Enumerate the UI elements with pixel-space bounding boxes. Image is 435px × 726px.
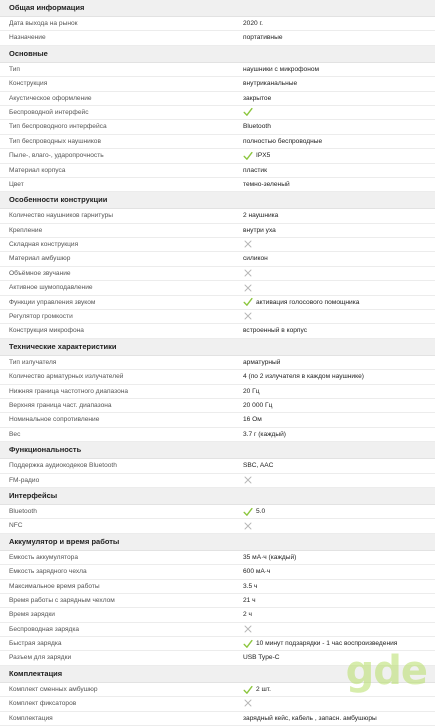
- spec-name: Конструкция: [9, 80, 48, 88]
- spec-name: Беспроводной интерфейс: [9, 108, 89, 116]
- spec-value-text: силикон: [243, 255, 268, 263]
- spec-row: [0, 580, 435, 594]
- spec-value-text: активация голосового помощника: [256, 298, 360, 306]
- spec-name: Тип беспроводного интерфейса: [9, 123, 107, 131]
- cross-icon: [243, 311, 253, 321]
- spec-name: Bluetooth: [9, 507, 37, 515]
- spec-row: [0, 63, 435, 77]
- spec-value: [243, 310, 256, 323]
- spec-value-text: 3.7 г (каждый): [243, 430, 287, 438]
- spec-value: [243, 296, 359, 310]
- spec-row: [0, 551, 435, 565]
- spec-value: [243, 551, 296, 565]
- spec-name: Тип беспроводных наушников: [9, 137, 101, 145]
- spec-name: Активное шумоподавление: [9, 284, 93, 292]
- spec-name: Количество арматурных излучателей: [9, 373, 124, 381]
- spec-row: [0, 224, 435, 238]
- spec-name: Нижняя граница частотного диапазона: [9, 387, 129, 395]
- spec-value-text: Bluetooth: [243, 123, 271, 131]
- spec-value: [243, 281, 256, 294]
- spec-row: [0, 267, 435, 281]
- spec-value-text: SBC, AAC: [243, 462, 274, 470]
- spec-value-text: портативные: [243, 34, 283, 42]
- spec-name: Разъем для зарядки: [9, 654, 72, 662]
- spec-value-text: IPX5: [256, 152, 271, 160]
- spec-row: [0, 92, 435, 106]
- spec-name: Верхняя граница част. диапазона: [9, 401, 112, 409]
- spec-row: [0, 356, 435, 370]
- spec-name: Вес: [9, 430, 21, 438]
- spec-name: Комплект сменных амбушюр: [9, 685, 98, 693]
- spec-name: Беспроводная зарядка: [9, 625, 80, 633]
- spec-value: [243, 120, 271, 134]
- spec-value-text: зарядный кейс, кабель , запасн. амбушюры: [243, 714, 377, 722]
- check-icon: [243, 685, 253, 695]
- spec-name: Комплектация: [9, 714, 53, 722]
- spec-value-text: 21 ч: [243, 596, 256, 604]
- spec-value: [243, 17, 263, 31]
- spec-value-text: USB Type-C: [243, 654, 280, 662]
- spec-value-text: 5.0: [256, 507, 266, 515]
- spec-value: [243, 238, 256, 251]
- section-header: Особенности конструкции: [0, 192, 435, 209]
- section-header: Технические характеристики: [0, 339, 435, 356]
- spec-row: [0, 413, 435, 427]
- spec-row: [0, 474, 435, 488]
- spec-value: [243, 178, 290, 192]
- spec-value-text: 3.5 ч: [243, 582, 258, 590]
- spec-row: [0, 209, 435, 223]
- spec-name: Время зарядки: [9, 611, 55, 619]
- spec-row: [0, 697, 435, 711]
- check-icon: [243, 297, 253, 307]
- spec-row: [0, 135, 435, 149]
- spec-value: [243, 651, 280, 665]
- spec-value: [243, 92, 271, 106]
- spec-row: [0, 164, 435, 178]
- spec-row: [0, 505, 435, 519]
- spec-value: [243, 324, 307, 338]
- spec-name: Материал корпуса: [9, 166, 66, 174]
- spec-row: [0, 281, 435, 295]
- spec-value: [243, 31, 282, 45]
- spec-name: Акустическое оформление: [9, 94, 92, 102]
- spec-name: FM-радио: [9, 476, 40, 484]
- spec-value-text: 20 000 Гц: [243, 401, 273, 409]
- section-header: Общая информация: [0, 0, 435, 17]
- spec-row: [0, 77, 435, 91]
- cross-icon: [243, 624, 253, 634]
- section-header: Интерфейсы: [0, 488, 435, 505]
- spec-value: [243, 209, 278, 223]
- spec-row: [0, 120, 435, 134]
- cross-icon: [243, 475, 253, 485]
- spec-value: [243, 608, 252, 622]
- spec-name: NFC: [9, 522, 23, 530]
- spec-value-text: наушники с микрофоном: [243, 65, 320, 73]
- spec-row: [0, 370, 435, 384]
- spec-value: [243, 580, 257, 594]
- spec-name: Дата выхода на рынок: [9, 20, 78, 27]
- spec-value: [243, 428, 286, 442]
- cross-icon: [243, 283, 253, 293]
- spec-value-text: 16 Ом: [243, 416, 262, 424]
- spec-value: [243, 77, 297, 91]
- spec-value: [243, 252, 268, 266]
- cross-icon: [243, 239, 253, 249]
- spec-value-text: внутри уха: [243, 226, 276, 234]
- spec-value-text: 2020 г.: [243, 20, 263, 27]
- spec-value: [243, 135, 322, 149]
- section-header: Комплектация: [0, 666, 435, 683]
- check-icon: [243, 639, 253, 649]
- spec-name: Материал амбушюр: [9, 255, 71, 263]
- cross-icon: [243, 268, 253, 278]
- spec-row: [0, 594, 435, 608]
- spec-name: Время работы с зарядным чехлом: [9, 596, 115, 604]
- spec-row: [0, 310, 435, 324]
- spec-row: [0, 399, 435, 413]
- spec-value-text: закрытое: [243, 94, 272, 102]
- spec-name: Крепление: [9, 226, 43, 234]
- spec-value-text: темно-зеленый: [243, 180, 290, 188]
- spec-row: [0, 106, 435, 120]
- spec-name: Функции управления звуком: [9, 298, 96, 306]
- spec-name: Быстрая зарядка: [9, 640, 62, 648]
- spec-value: [243, 356, 280, 370]
- spec-row: [0, 608, 435, 622]
- spec-row: [0, 178, 435, 192]
- spec-name: Комплект фиксаторов: [9, 700, 77, 708]
- check-icon: [243, 507, 253, 517]
- spec-row: [0, 296, 435, 310]
- spec-value: [243, 370, 364, 384]
- section-header: Аккумулятор и время работы: [0, 534, 435, 551]
- spec-value: [243, 459, 273, 473]
- spec-value: [243, 106, 256, 119]
- spec-value: [243, 399, 272, 413]
- spec-value: [243, 267, 256, 280]
- spec-value-text: 600 мА·ч: [243, 568, 271, 576]
- cross-icon: [243, 521, 253, 531]
- spec-name: Назначение: [9, 34, 46, 42]
- spec-name: Поддержка аудиокодеков Bluetooth: [9, 462, 117, 470]
- spec-name: Пыле-, влаго-, ударопрочность: [9, 152, 104, 160]
- spec-value: [243, 474, 256, 487]
- spec-value: [243, 385, 260, 399]
- spec-value: [243, 565, 270, 579]
- spec-name: Складная конструкция: [9, 241, 79, 249]
- spec-value: [243, 149, 270, 163]
- spec-name: Номинальное сопротивление: [9, 416, 100, 424]
- spec-value-text: 2 ч: [243, 611, 252, 619]
- spec-name: Тип: [9, 65, 20, 73]
- spec-value-text: арматурный: [243, 358, 281, 366]
- section-header: Функциональность: [0, 442, 435, 459]
- spec-value: [243, 623, 256, 636]
- spec-name: Цвет: [9, 180, 24, 188]
- spec-value: [243, 505, 265, 519]
- spec-name: Максимальное время работы: [9, 582, 100, 590]
- spec-value-text: встроенный в корпус: [243, 327, 308, 335]
- spec-name: Тип излучателя: [9, 358, 57, 366]
- spec-row: [0, 623, 435, 637]
- spec-name: Емкость зарядного чехла: [9, 568, 87, 576]
- spec-row: [0, 252, 435, 266]
- spec-value-text: 2 наушника: [243, 212, 279, 220]
- spec-row: [0, 385, 435, 399]
- check-icon: [243, 107, 253, 117]
- spec-value-text: 35 мА·ч (каждый): [243, 553, 297, 561]
- spec-row: [0, 324, 435, 338]
- spec-value-text: пластик: [243, 166, 267, 174]
- spec-value-text: внутриканальные: [243, 80, 298, 88]
- spec-name: Емкость аккумулятора: [9, 553, 78, 561]
- spec-value-text: 4 (по 2 излучателя в каждом наушнике): [243, 373, 364, 381]
- spec-value-text: 10 минут подзарядки - 1 час воспроизведения: [256, 640, 398, 648]
- watermark-logo: gde: [345, 648, 427, 694]
- spec-name: Объёмное звучание: [9, 269, 71, 277]
- section-header: Основные: [0, 46, 435, 63]
- spec-value: [243, 63, 319, 77]
- spec-value: [243, 224, 276, 238]
- spec-row: [0, 565, 435, 579]
- spec-row: [0, 31, 435, 45]
- spec-row: [0, 149, 435, 163]
- spec-row: [0, 238, 435, 252]
- check-icon: [243, 151, 253, 161]
- spec-value-text: 20 Гц: [243, 387, 260, 395]
- spec-name: Регулятор громкости: [9, 313, 73, 321]
- spec-name: Конструкция микрофона: [9, 327, 84, 335]
- spec-value: [243, 712, 377, 726]
- spec-value: [243, 519, 256, 532]
- spec-value-text: полностью беспроводные: [243, 137, 323, 145]
- spec-value: [243, 164, 267, 178]
- spec-value: [243, 413, 262, 427]
- spec-value-text: 2 шт.: [256, 685, 271, 693]
- spec-value: [243, 594, 256, 608]
- spec-row: [0, 459, 435, 473]
- spec-name: Количество наушников гарнитуры: [9, 212, 113, 220]
- spec-row: [0, 17, 435, 31]
- spec-row: [0, 428, 435, 442]
- spec-value: [243, 683, 271, 697]
- spec-value: [243, 697, 256, 710]
- spec-row: [0, 519, 435, 533]
- spec-row: [0, 712, 435, 726]
